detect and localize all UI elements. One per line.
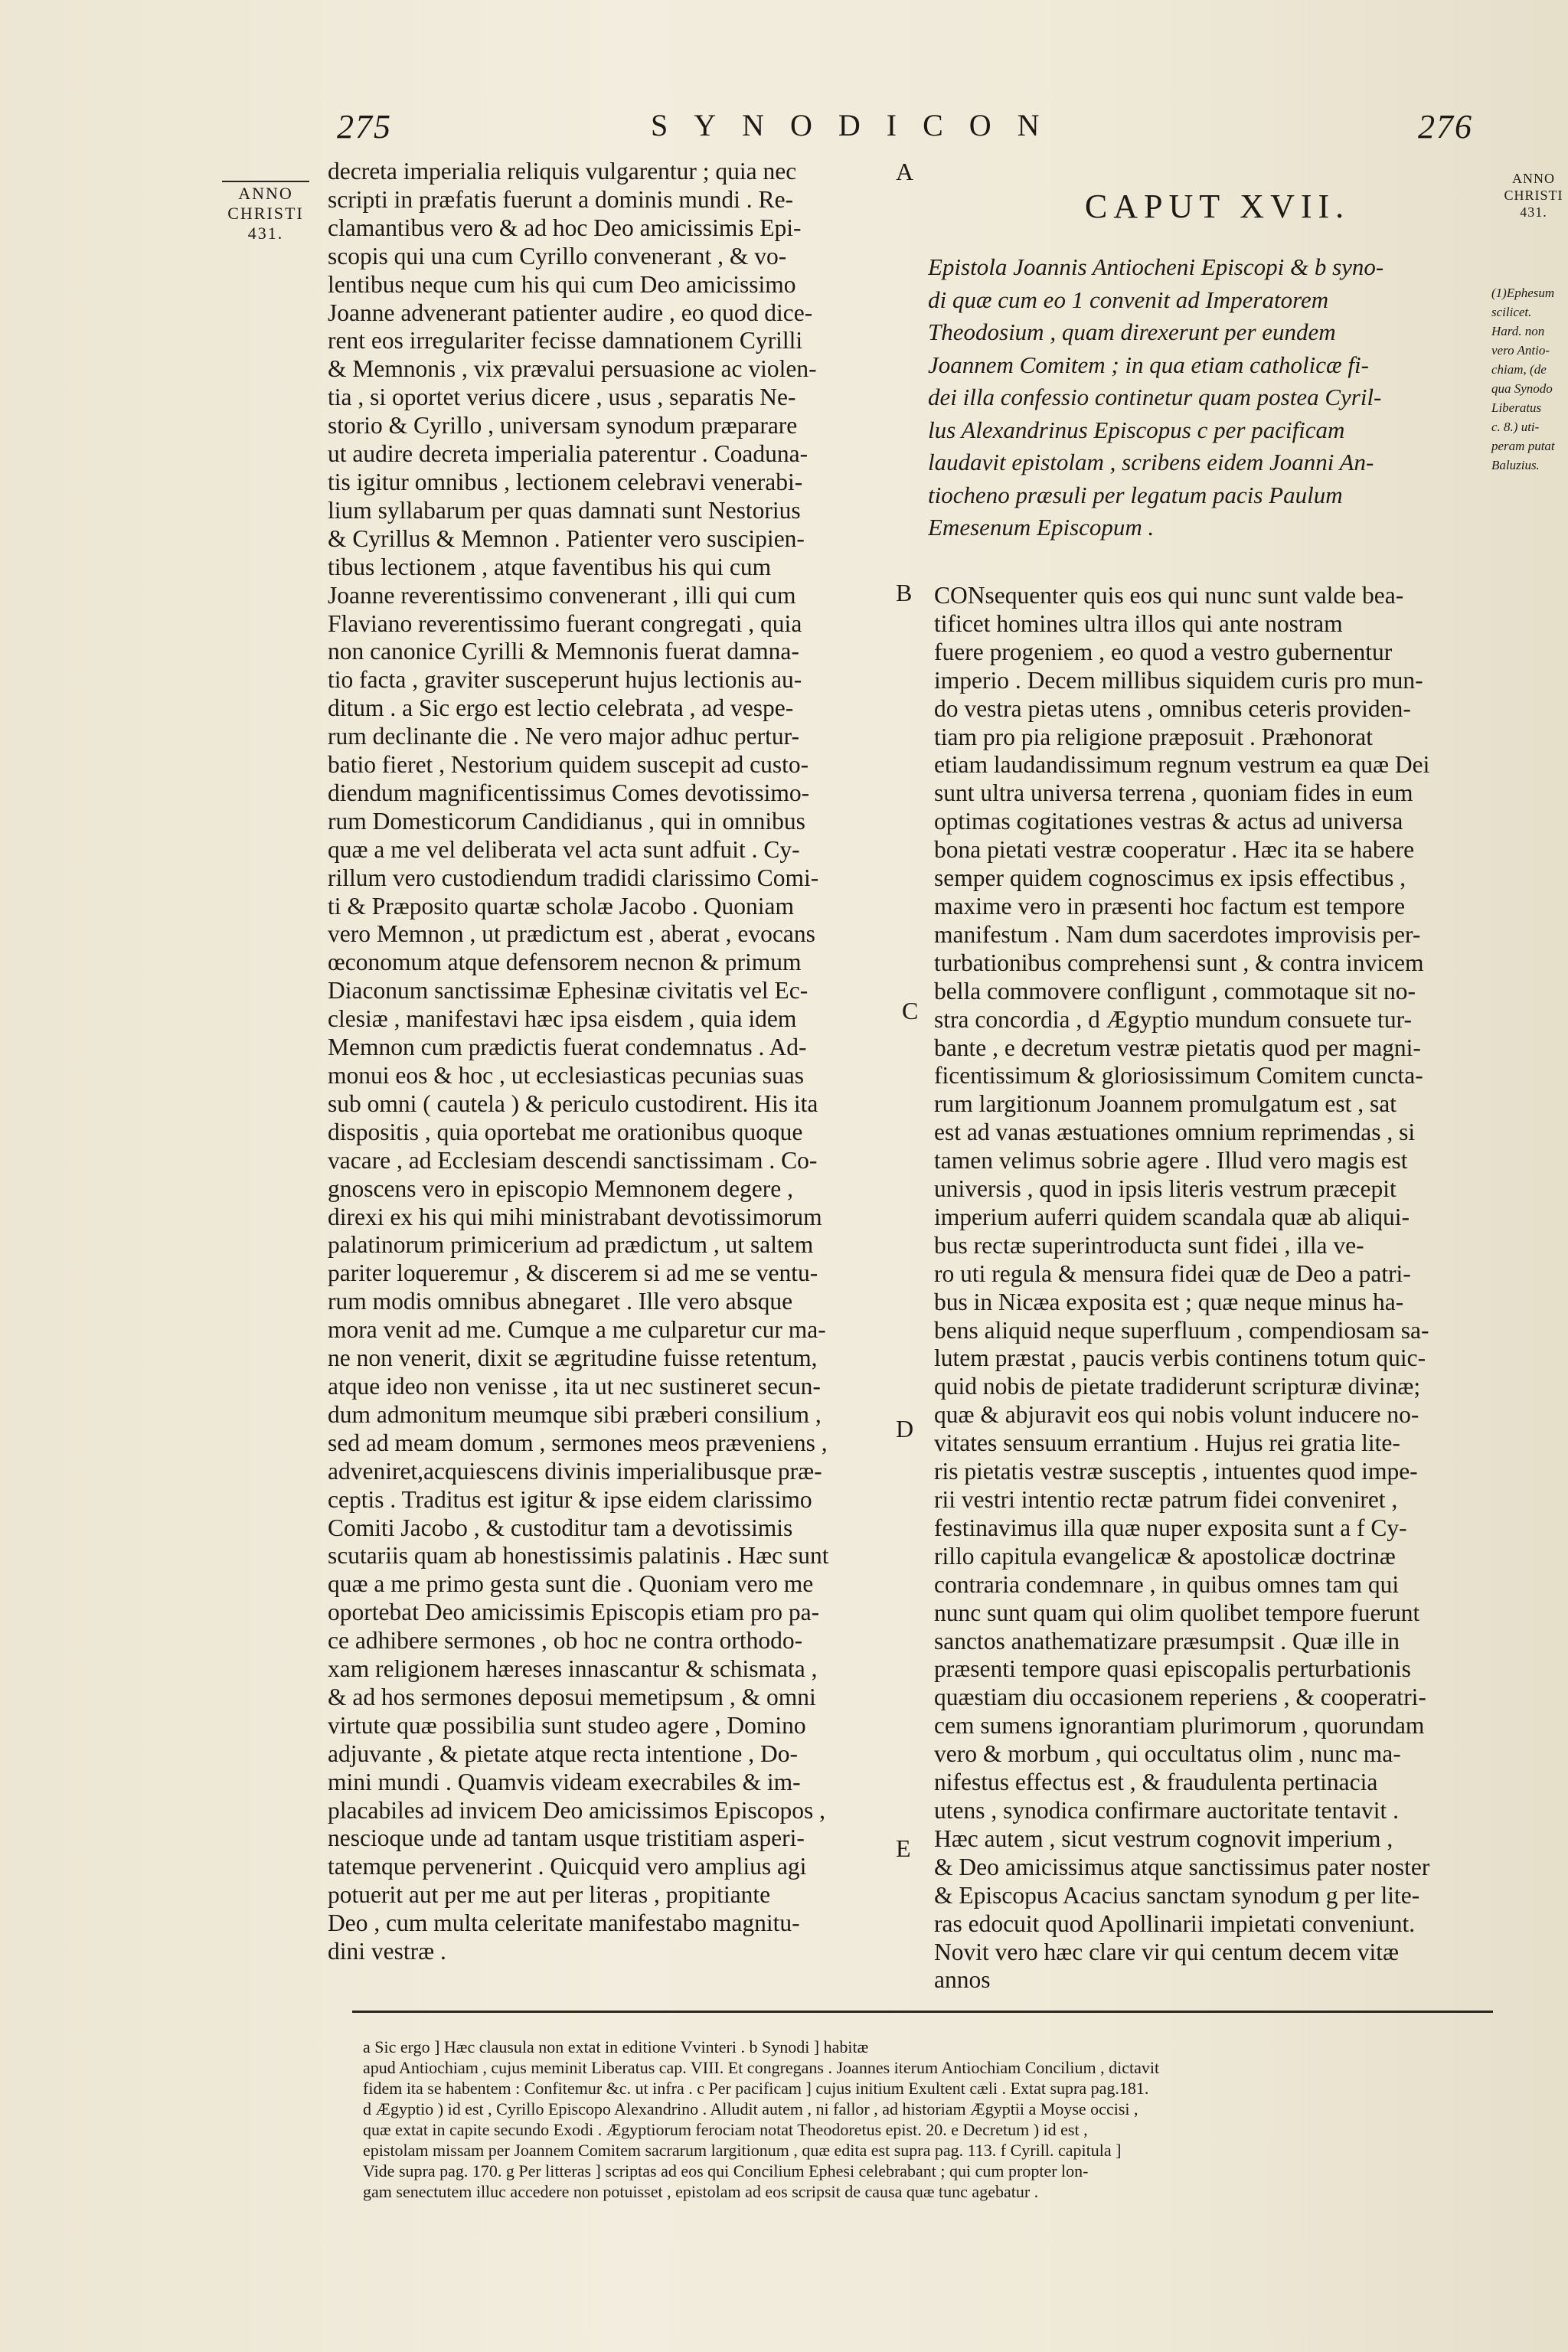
left-column-line: Comiti Jacobo , & custoditur tam a devotissimis [328,1514,793,1541]
left-column-line: decreta imperialia reliquis vulgarentur ; quia nec [328,158,797,185]
footnote-line: fidem ita se habentem : Confitemur &c. ut infra . c Per pacificam ] cujus initium Exultent cæli . Extat supra pag.181. [363,2079,1149,2098]
right-column-line: rillo capitula evangelicæ & apostolicæ doctrinæ [934,1542,1396,1570]
left-column-line: ut audire decreta imperialia paterentur . Coaduna- [328,440,808,468]
side-note-line: c. 8.) uti- [1491,420,1540,434]
margin-note-line: 431. [1520,204,1547,220]
chapter-summary [928,251,1491,544]
right-column-line: & Deo amicissimus atque sanctissimus pater noster [934,1853,1430,1880]
left-column-line: & ad hos sermones deposui memetipsum , & omni [328,1683,816,1710]
right-column-line: vitates sensuum errantium . Hujus rei gratia lite- [934,1429,1400,1457]
left-column-line: mini mundi . Quamvis videam execrabiles & im- [328,1768,801,1795]
right-column-line: rii vestri intentio rectæ patrum fidei conveniret , [934,1486,1398,1513]
chapter-title: CAPUT XVII. [1084,188,1351,225]
right-column-line: bona pietati vestræ cooperatur . Hæc ita se habere [934,836,1415,864]
summary-line: dei illa confessio continetur quam postea Cyril- [928,384,1382,410]
running-title: SYNODICON [651,108,1066,142]
side-note-line: Hard. non [1491,324,1545,338]
right-text-column [934,582,1487,1994]
right-column-line: contraria condemnare , in quibus omnes tam qui [934,1570,1400,1598]
right-column-line: bens aliquid neque superfluum , compendiosam sa- [934,1316,1429,1344]
right-column-line: annos [934,1966,991,1994]
section-marker-d: D [896,1415,914,1442]
left-column-line: sub omni ( cautela ) & periculo custodirent. His ita [328,1089,818,1117]
left-column-line: gnoscens vero in episcopio Memnonem degere , [328,1174,793,1202]
footnote-line: epistolam missam per Joannem Comitem sacrarum largitionum , quæ edita est supra pag. 113. f Cyrill. capitula ] [363,2141,1122,2160]
side-note-line: peram putat [1491,439,1555,453]
left-column-line: tio facta , graviter susceperunt hujus lectionis au- [328,666,802,694]
margin-note-line: ANNO [1512,171,1555,186]
footnote-line: apud Antiochiam , cujus meminit Liberatus cap. VIII. Et congregans . Joannes iterum Antiochiam Concilium , dictavit [363,2058,1160,2077]
left-column-line: xam religionem hæreses innascantur & schismata , [328,1655,818,1683]
right-column-line: do vestra pietas utens , omnibus ceteris providen- [934,694,1411,722]
left-column-line: Diaconum sanctissimæ Ephesinæ civitatis vel Ec- [328,977,808,1004]
right-column-line: quid nobis de pietate tradiderunt scripturæ divinæ; [934,1373,1421,1400]
right-column-line: tificet homines ultra illos qui ante nostram [934,609,1343,637]
right-column-line: stra concordia , d Ægyptio mundum consuete tur- [934,1005,1412,1033]
footnote-divider [352,2011,1493,2013]
right-column-line: ficentissimum & gloriosissimum Comitem cuncta- [934,1062,1423,1089]
page-number-left: 275 [337,108,392,145]
summary-line: laudavit epistolam , scribens eidem Joanni An- [928,449,1374,475]
right-column-line: rum largitionum Joannem promulgatum est , sat [934,1090,1396,1118]
right-column-line: imperio . Decem millibus siquidem curis pro mun- [934,666,1423,694]
left-column-line: oportebat Deo amicissimis Episcopis etiam pro pa- [328,1599,820,1626]
right-column-line: CONsequenter quis eos qui nunc sunt valde bea- [934,582,1404,609]
left-column-line: lentibus neque cum his qui cum Deo amicissimo [328,270,796,298]
left-column-line: tatemque pervenerint . Quicquid vero amplius agi [328,1853,807,1880]
left-column-line: nescioque unde ad tantam usque tristitiam asperi- [328,1824,805,1852]
left-column-line: & Cyrillus & Memnon . Patienter vero suscipien- [328,524,805,552]
left-column-line: monui eos & hoc , ut ecclesiasticas pecunias suas [328,1062,804,1089]
left-column-line: scripti in præfatis fuerunt a dominis mundi . Re- [328,185,794,213]
left-column-line: direxi ex his qui mihi ministrabant devotissimorum [328,1203,822,1230]
right-column-line: fuere progeniem , eo quod a vestro gubernentur [934,638,1393,665]
left-column-line: rillum vero custodiendum tradidi clarissimo Comi- [328,864,819,891]
section-marker-e: E [896,1834,911,1862]
footnote-line: a Sic ergo ] Hæc clausula non extat in editione Vvinteri . b Synodi ] habitæ [363,2037,869,2056]
margin-note-line: 431. [247,224,284,243]
section-marker-c: C [902,997,919,1024]
side-note-line: scilicet. [1491,305,1532,319]
left-column-line: rent eos irregulariter fecisse damnationem Cyrilli [328,327,803,354]
summary-line: Emesenum Episcopum . [928,514,1155,541]
left-column-line: batio fieret , Nestorium quidem suscepit ad custo- [328,751,809,779]
right-column-line: præsenti tempore quasi episcopalis perturbationis [934,1655,1411,1683]
left-column-line: pariter loqueremur , & discerem si ad me se ventu- [328,1259,818,1287]
right-column-line: Hæc autem , sicut vestrum cognovit imperium , [934,1824,1393,1852]
right-column-line: manifestum . Nam dum sacerdotes improvisis per- [934,920,1421,948]
left-column-line: Memnon cum prædictis fuerat condemnatus . Ad- [328,1034,807,1061]
side-note-line: qua Synodo [1491,381,1553,396]
left-column-line: storio & Cyrillo , universam synodum præparare [328,412,798,439]
left-column-line: Joanne reverentissimo convenerant , illi qui cum [328,581,796,609]
margin-rule [222,181,309,182]
right-column-line: sanctos anathematizare præsumpsit . Quæ ille in [934,1627,1400,1655]
right-column-line: etiam laudandissimum regnum vestrum ea quæ Dei [934,751,1430,779]
left-column-line: palatinorum primicerium ad prædictum , ut saltem [328,1231,814,1259]
left-column-line: rum declinante die . Ne vero major adhuc pertur- [328,723,799,750]
left-column-line: tibus lectionem , atque faventibus his qui cum [328,553,772,580]
margin-note-line: CHRISTI [227,204,304,223]
right-column-line: est ad vanas æstuationes omnium reprimendas , si [934,1119,1416,1146]
margin-note-line: CHRISTI [1504,188,1563,203]
left-column-line: diendum magnificentissimus Comes devotissimo- [328,779,810,806]
summary-line: Epistola Joannis Antiocheni Episcopi & b syno- [928,253,1384,280]
left-column-line: Deo , cum multa celeritate manifestabo magnitu- [328,1909,800,1937]
right-column-line: tiam pro pia religione præposuit . Præhonorat [934,723,1374,750]
left-column-line: adveniret,acquiescens divinis imperialibusque præ- [328,1457,822,1485]
side-note-line: vero Antio- [1491,343,1550,358]
left-column-line: atque ideo non venisse , ita ut nec sustineret secun- [328,1372,821,1400]
right-column-line: maxime vero in præsenti hoc factum est tempore [934,892,1405,920]
right-column-line: Novit vero hæc clare vir qui centum decem vitæ [934,1938,1400,1965]
left-column-line: œconomum atque defensorem necnon & primum [328,949,802,976]
left-column-line: tia , si oportet verius dicere , usus , separatis Ne- [328,384,796,411]
right-column-line: tamen velimus sobrie agere . Illud vero magis est [934,1147,1408,1174]
left-column-line: lium syllabarum per quas damnati sunt Nestorius [328,496,801,524]
side-note-ephesum [1491,283,1566,475]
right-column-line: lutem præstat , paucis verbis continens totum quic- [934,1344,1426,1372]
left-column-line: Flaviano reverentissimo fuerant congregati , quia [328,609,802,637]
summary-line: di quæ cum eo 1 convenit ad Imperatorem [928,286,1329,313]
right-column-line: semper quidem cognoscimus ex ipsis effectibus , [934,864,1406,892]
right-column-line: optimas cogitationes vestras & actus ad universa [934,808,1403,835]
right-column-line: quæ & abjuravit eos qui nobis volunt inducere no- [934,1401,1419,1429]
left-column-line: dum admonitum meumque sibi præberi consilium , [328,1400,822,1428]
left-column-line: non canonice Cyrilli & Memnonis fuerat damna- [328,638,799,665]
footnote-line: gam senectutem illuc accedere non potuisset , epistolam ad eos scripsit de causa quæ tunc agebatur . [363,2182,1039,2201]
left-column-line: tis igitur omnibus , lectionem celebravi venerabi- [328,468,803,495]
right-column-line: nunc sunt quam qui olim quolibet tempore fuerunt [934,1599,1420,1626]
left-column-line: scutariis quam ab honestissimis palatinis . Hæc sunt [328,1542,829,1570]
left-column-line: mora venit ad me. Cumque a me culparetur cur ma- [328,1316,826,1344]
left-column-line: & Memnonis , vix prævalui persuasione ac violen- [328,355,817,383]
side-note-line: Liberatus [1491,400,1542,415]
right-column-line: vero & morbum , qui occultatus olim , nunc ma- [934,1740,1401,1768]
left-column-line: rum Domesticorum Candidianus , qui in omnibus [328,807,805,835]
left-column-line: sed ad meam domum , sermones meos præveniens , [328,1429,828,1456]
right-column-line: bus in Nicæa exposita est ; quæ neque minus ha- [934,1288,1404,1315]
left-column-line: ceptis . Traditus est igitur & ipse eidem clarissimo [328,1485,812,1513]
left-column-line: ce adhibere sermones , ob hoc ne contra orthodo- [328,1627,803,1655]
left-column-line: potuerit aut per me aut per literas , propitiante [328,1881,771,1909]
margin-note-year-left [216,181,315,243]
right-column-line: ris pietatis vestræ susceptis , intuentes quod impe- [934,1458,1418,1485]
side-note-line: chiam, (de [1491,362,1547,377]
left-column-line: dispositis , quia oportebat me orationibus quoque [328,1118,803,1145]
right-column-line: festinavimus illa quæ nuper exposita sunt a f Cy- [934,1514,1407,1541]
left-column-line: scopis qui una cum Cyrillo convenerant , & vo- [328,242,787,270]
right-column-line: nifestus effectus est , & fraudulenta pertinacia [934,1769,1378,1796]
footnotes [363,2037,1496,2202]
margin-note-year-right [1501,170,1566,220]
summary-line: Theodosium , quam direxerunt per eundem [928,318,1336,345]
left-column-line: virtute quæ possibilia sunt studeo agere , Domino [328,1711,806,1739]
section-marker-b: B [896,579,913,606]
right-column-line: ras edocuit quod Apollinarii impietati conveniunt. [934,1909,1416,1937]
left-column-line: vacare , ad Ecclesiam descendi sanctissimam . Co- [328,1146,818,1174]
right-column-line: cem sumens ignorantiam plurimorum , quorundam [934,1712,1425,1740]
right-column-line: ro uti regula & mensura fidei quæ de Deo a patri- [934,1259,1411,1287]
left-column-line: clamantibus vero & ad hoc Deo amicissimis Epi- [328,214,802,241]
left-column-line: ne non venerit, dixit se ægritudine fuisse retentum, [328,1344,818,1372]
summary-line: tiocheno præsuli per legatum pacis Paulum [928,481,1343,508]
right-column-line: bante , e decretum vestræ pietatis quod per magni- [934,1034,1421,1061]
footnote-line: Vide supra pag. 170. g Per litteras ] scriptas ad eos qui Concilium Ephesi celebrabant ; qui cum propter lon- [363,2161,1089,2180]
right-column-line: imperium auferri quidem scandala quæ ab aliqui- [934,1203,1410,1230]
left-column-line: adjuvante , & pietate atque recta intentione , Do- [328,1740,799,1767]
summary-line: lus Alexandrinus Episcopus c per pacificam [928,416,1345,443]
right-column-line: & Episcopus Acacius sanctam synodum g per lite- [934,1881,1420,1909]
page-number-right: 276 [1418,108,1473,145]
side-note-line: (1)Ephesum [1491,286,1555,300]
left-column-line: Joanne advenerant patienter audire , eo quod dice- [328,299,813,326]
side-note-line: Baluzius. [1491,458,1540,472]
right-column-line: universis , quod in ipsis literis vestrum præcepit [934,1175,1396,1203]
right-column-line: utens , synodica confirmare auctoritate tentavit . [934,1796,1400,1824]
summary-line: Joannem Comitem ; in qua etiam catholicæ fi- [928,351,1369,378]
left-column-line: placabiles ad invicem Deo amicissimos Episcopos , [328,1796,825,1824]
section-marker-a: A [896,158,914,185]
right-column-line: turbationibus comprehensi sunt , & contra invicem [934,949,1424,976]
margin-note-line: ANNO [238,184,293,203]
left-column-line: ditum . a Sic ergo est lectio celebrata , ad vespe- [328,694,794,722]
left-text-column [328,158,876,1966]
footnote-line: quæ extat in capite secundo Exodi . Ægyptiorum ferociam notat Theodoretus epist. 20. e Decretum ) id est , [363,2120,1088,2139]
footnote-line: d Ægyptio ) id est , Cyrillo Episcopo Alexandrino . Alludit autem , ni fallor , ad historiam Ægyptii a Moyse occisi , [363,2099,1138,2118]
left-column-line: clesiæ , manifestavi hæc ipsa eisdem , quia idem [328,1005,797,1033]
left-column-line: quæ a me vel deliberata vel acta sunt adfuit . Cy- [328,835,800,863]
left-column-line: quæ a me primo gesta sunt die . Quoniam vero me [328,1570,814,1598]
right-column-line: bus rectæ superintroducta sunt fidei , illa ve- [934,1231,1364,1259]
right-column-line: bella commovere confligunt , commotaque sit no- [934,977,1416,1004]
left-column-line: ti & Præposito quartæ scholæ Jacobo . Quoniam [328,892,794,920]
right-column-line: quæstiam diu occasionem reperiens , & cooperatri- [934,1684,1426,1711]
right-column-line: sunt ultra universa terrena , quoniam fides in eum [934,779,1413,807]
left-column-line: dini vestræ . [328,1938,446,1965]
left-column-line: rum modis omnibus abnegaret . Ille vero absque [328,1288,793,1315]
left-column-line: vero Memnon , ut prædictum est , aberat , evocans [328,920,815,948]
